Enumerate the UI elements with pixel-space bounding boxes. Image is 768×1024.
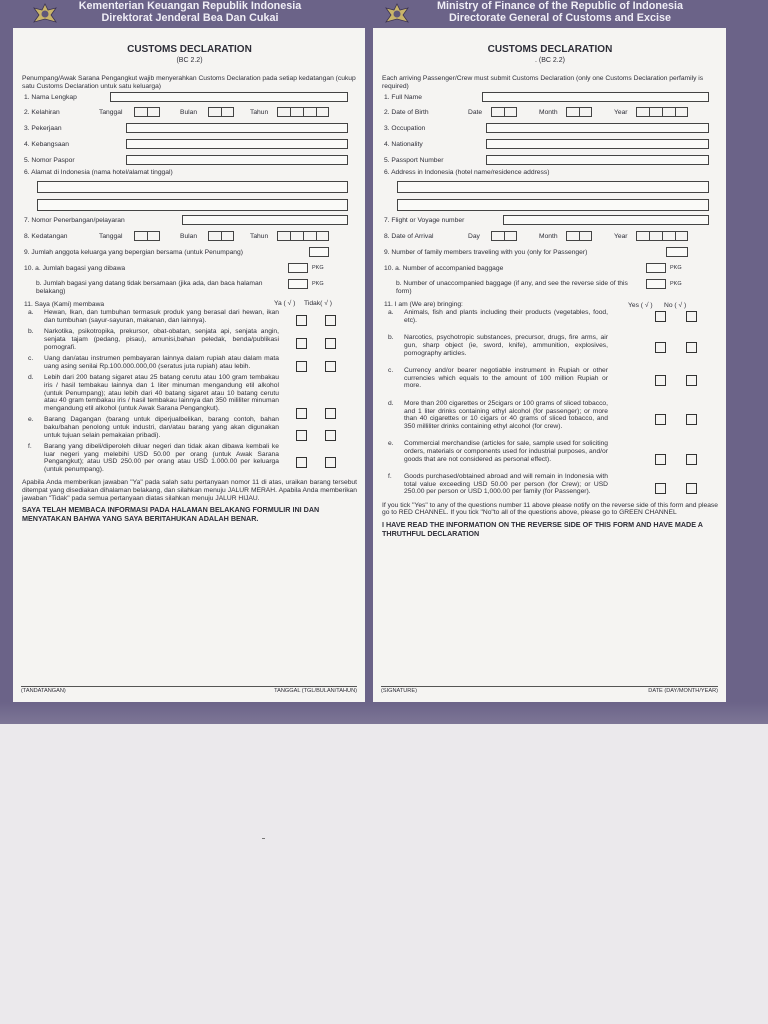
header-line: Directorate General of Customs and Excise: [448, 11, 671, 24]
q11-label: 11. Saya (Kami) membawa: [24, 301, 105, 309]
q11-item: [382, 473, 718, 496]
item-letter: c.: [28, 355, 34, 363]
yes-column-label: Yes ( √ ): [628, 302, 653, 310]
yes-checkbox[interactable]: [655, 342, 666, 353]
q11-item: [382, 367, 718, 390]
pkg-label: PKG: [312, 265, 324, 272]
field-label: 9. Jumlah anggota keluarga yang bepergian bersama (untuk Penumpang): [24, 249, 243, 257]
q11-item: [22, 355, 357, 370]
declaration-statement: SAYA TELAH MEMBACA INFORMASI PADA HALAMAN BELAKANG FORMULIR INI DAN MENYATAKAN BAHWA YANG SAYA BERITAHUKAN ADALAH BENAR.: [22, 505, 320, 523]
field-row: [382, 137, 718, 153]
accompanied-baggage-input[interactable]: [288, 263, 308, 273]
item-letter: a.: [28, 309, 34, 317]
field-label: 4. Nationality: [384, 141, 423, 149]
field-label: 1. Nama Lengkap: [24, 94, 77, 102]
occupation-input[interactable]: [486, 123, 709, 133]
field-label: 6. Alamat di Indonesia (nama hotel/alamat tinggal): [24, 169, 173, 177]
signature-label: (SIGNATURE): [381, 688, 417, 695]
form-intro: Each arriving Passenger/Crew must submit Customs Declaration (only one Customs Declaration perfamily is required): [382, 75, 704, 90]
item-text: Commercial merchandise (articles for sale, sample used for soliciting orders, materials or components used for industrial purposes, and/or goods that are not considered as personal effect).: [404, 440, 608, 463]
channel-note: If you tick "Yes" to any of the questions number 11 above please notify on the reverse side of this form and please go to RED CHANNEL. If you tick "No"to all of the questions above, please go to GREEN CHANNEL: [382, 501, 718, 517]
signature-line: [21, 686, 357, 696]
field-row: [22, 213, 357, 229]
day-label: Tanggal: [99, 233, 123, 241]
unaccompanied-baggage-input[interactable]: [646, 279, 666, 289]
field-label: 7. Flight or Voyage number: [384, 217, 465, 225]
field-label: 5. Passport Number: [384, 157, 444, 165]
no-column-label: Tidak( √ ): [304, 300, 332, 308]
year-label: Year: [614, 109, 628, 117]
q11-item: [382, 309, 718, 324]
field-label: 3. Pekerjaan: [24, 125, 62, 133]
field-label: 8. Date of Arrival: [384, 233, 434, 241]
q11-item: [382, 400, 718, 430]
field-row: [22, 195, 357, 213]
header-english: [410, 1, 710, 24]
yes-checkbox[interactable]: [655, 375, 666, 386]
yes-checkbox[interactable]: [655, 414, 666, 425]
passport-input[interactable]: [486, 155, 709, 165]
month-label: Bulan: [180, 109, 198, 117]
customs-emblem-icon: [384, 2, 410, 26]
month-label: Month: [539, 109, 558, 117]
no-checkbox[interactable]: [686, 375, 697, 386]
arrival-year-input[interactable]: [636, 231, 688, 241]
field-label: 9. Number of family members traveling with you (only for Passenger): [384, 249, 588, 257]
flight-number-input[interactable]: [182, 215, 348, 225]
day-label: Tanggal: [99, 109, 123, 117]
birth-day-input[interactable]: [491, 107, 517, 117]
no-checkbox[interactable]: [325, 430, 336, 441]
no-checkbox[interactable]: [325, 315, 336, 326]
arrival-day-input[interactable]: [491, 231, 517, 241]
no-checkbox[interactable]: [325, 457, 336, 468]
yes-column-label: Ya ( √ ): [274, 300, 296, 308]
item-letter: b.: [28, 328, 34, 336]
item-text: Currency and/or bearer negotiable instrument in Rupiah or other currencies which equals to the amount of 100 million Rupiah or more.: [404, 367, 608, 390]
field-row: [22, 105, 357, 121]
field-row: [382, 179, 718, 195]
field-row: [382, 195, 718, 213]
nationality-input[interactable]: [486, 139, 709, 149]
header-line: Direktorat Jenderal Bea Dan Cukai: [101, 11, 279, 24]
item-text: Barang Dagangan (barang untuk diperjualbelikan, barang contoh, bahan baku/bahan penolong untuk industri, dan/atau barang yang akan digunakan untuk tujuan selain pemakaian pribadi).: [44, 416, 279, 439]
header-indonesian: [40, 1, 340, 24]
family-count-input[interactable]: [666, 247, 688, 257]
pkg-label: PKG: [670, 265, 682, 272]
form-title: CUSTOMS DECLARATION: [127, 44, 252, 55]
field-label: b. Number of unaccompanied baggage (if any, and see the reverse side of this form): [396, 280, 628, 295]
q11-item: [22, 309, 357, 324]
form-title: CUSTOMS DECLARATION: [487, 44, 613, 55]
form-intro: Penumpang/Awak Sarana Pengangkut wajib menyerahkan Customs Declaration pada setiap kedatangan (cukup satu Customs Declaration untuk satu keluarga): [22, 75, 356, 90]
q11-item: [382, 440, 718, 463]
birth-year-input[interactable]: [636, 107, 688, 117]
item-text: Animals, fish and plants including their products (vegetables, food, etc).: [404, 309, 608, 324]
no-checkbox[interactable]: [686, 414, 697, 425]
no-checkbox[interactable]: [686, 454, 697, 465]
day-label: Date: [468, 109, 483, 117]
yes-checkbox[interactable]: [296, 430, 307, 441]
field-row: [22, 179, 357, 195]
field-label: 10. a. Jumlah bagasi yang dibawa: [24, 265, 126, 273]
yes-checkbox[interactable]: [296, 338, 307, 349]
item-letter: a.: [388, 309, 394, 317]
year-label: Tahun: [250, 109, 269, 117]
date-label: DATE (DAY/MONTH/YEAR): [648, 688, 718, 695]
pkg-label: PKG: [670, 281, 682, 288]
field-row: [22, 121, 357, 137]
family-count-input[interactable]: [309, 247, 329, 257]
item-letter: d.: [388, 399, 394, 407]
item-text: Narcotics, psychotropic substances, precursor, drugs, fire arms, air gun, sharp object (ie, sword, knife), ammunition, explosives, pornography articles.: [404, 334, 608, 357]
item-letter: b.: [388, 334, 394, 342]
declaration-form-indonesian: [13, 28, 365, 702]
address-input-line-1[interactable]: [37, 181, 348, 193]
field-row: [382, 105, 718, 121]
field-label: 7. Nomor Penerbangan/pelayaran: [24, 217, 125, 225]
field-label: 8. Kedatangan: [24, 233, 68, 241]
item-letter: f.: [28, 443, 32, 451]
field-label: 2. Kelahiran: [24, 109, 60, 117]
birth-day-input[interactable]: [134, 107, 160, 117]
item-text: Goods purchased/obtained abroad and will remain in Indonesia with total value exceeding USD 50.00 per person (for Crew); or USD 250.00 per person or USD 1,000.00 per family (for Passenger).: [404, 473, 608, 496]
q11-item: [22, 374, 357, 412]
field-label: b. Jumlah bagasi yang datang tidak bersamaan (jika ada, dan baca halaman belakang): [36, 280, 263, 295]
field-label: 5. Nomor Paspor: [24, 157, 75, 165]
item-text: Barang yang dibeli/diperoleh diluar negeri dan tidak akan dibawa kembali ke luar negeri yang melebihi USD 50.00 per orang (untuk Awak Sarana Pengangkut); atau USD 250.00 per orang atau USD 1.000.00 per keluarga (untuk penumpang).: [44, 443, 279, 473]
header-line: Ministry of Finance of the Republic of Indonesia: [437, 0, 683, 12]
channel-note: Apabila Anda memberikan jawaban "Ya" pada salah satu pertanyaan nomor 11 di atas, uraikan barang tersebut ditempat yang disediakan dihalaman belakang, dan silahkan menuju JALUR MERAH. Apabila Anda memberikan jawaban "Tidak" pada semua pertanyaan diatas silahkan menuju JALUR HIJAU.: [22, 479, 357, 502]
header-line: Kementerian Keuangan Republik Indonesia: [78, 0, 302, 12]
item-letter: e.: [388, 440, 394, 448]
unaccompanied-baggage-input[interactable]: [288, 279, 308, 289]
field-row: [382, 277, 718, 299]
birth-month-input[interactable]: [566, 107, 592, 117]
yes-checkbox[interactable]: [296, 315, 307, 326]
full-name-input[interactable]: [482, 92, 709, 102]
month-label: Bulan: [180, 233, 198, 241]
arrival-month-input[interactable]: [208, 231, 234, 241]
item-letter: d.: [28, 374, 34, 382]
address-input-line-2[interactable]: [37, 199, 348, 211]
q11-header: [22, 299, 357, 309]
pkg-label: PKG: [312, 281, 324, 288]
item-text: More than 200 cigarettes or 25cigars or 100 grams of sliced tobacco, and 1 liter drinks containing ethyl alcohol (for passenger); or more than 40 cigarettes or 10 cigars or 40 grams of sliced tobacco, and 350 milliliter drinks containing ethyl alcohol (for crew).: [404, 399, 608, 430]
q11-item: [22, 328, 357, 351]
yes-checkbox[interactable]: [296, 361, 307, 372]
field-row: [22, 90, 357, 105]
field-row: [22, 245, 357, 261]
item-letter: e.: [28, 416, 34, 424]
birth-year-input[interactable]: [277, 107, 329, 117]
item-text: Lebih dari 200 batang sigaret atau 25 batang cerutu atau 100 gram tembakau iris / hasil tembakau lainnya dan 1 liter minuman mengandung etil alkohol (untuk Penumpang); atau lebih dari 40 batang sigaret atau 10 batang cerutu atau 40 gram tembakau iris / hasil tembakau lainnya dan 350 mililiter minuman mengandung etil alkohol (untuk Awak Sarana Pengangkut).: [44, 374, 279, 412]
q11-item: [382, 334, 718, 357]
arrival-day-input[interactable]: [134, 231, 160, 241]
field-row: [382, 245, 718, 261]
field-row: [382, 229, 718, 245]
field-row: [22, 277, 357, 299]
field-label: 4. Kebangsaan: [24, 141, 69, 149]
field-row: [22, 153, 357, 167]
item-letter: c.: [388, 367, 394, 375]
field-row: [382, 167, 718, 179]
nationality-input[interactable]: [126, 139, 348, 149]
item-text: Narkotika, psikotropika, prekursor, obat-obatan, senjata api, senjata angin, senjata tajam (pedang, pisau), amunisi,bahan peledak, benda/publikasi pornografi.: [44, 328, 279, 351]
arrival-month-input[interactable]: [566, 231, 592, 241]
field-row: [382, 153, 718, 167]
field-row: [22, 229, 357, 245]
occupation-input[interactable]: [126, 123, 348, 133]
no-checkbox[interactable]: [325, 338, 336, 349]
q11-label: 11. I am (We are) bringing:: [384, 301, 463, 309]
field-row: [382, 90, 718, 105]
no-checkbox[interactable]: [686, 483, 697, 494]
no-column-label: No ( √ ): [664, 302, 687, 310]
day-label: Day: [468, 233, 480, 241]
year-label: Tahun: [250, 233, 269, 241]
no-checkbox[interactable]: [325, 361, 336, 372]
signature-line: [381, 686, 718, 696]
full-name-input[interactable]: [110, 92, 348, 102]
form-code: (BC 2.2): [176, 57, 203, 64]
field-row: [22, 167, 357, 179]
field-row: [22, 137, 357, 153]
field-row: [22, 261, 357, 277]
q11-header: [382, 299, 718, 309]
address-input-line-1[interactable]: [397, 181, 709, 193]
field-row: [382, 213, 718, 229]
item-letter: f.: [388, 473, 392, 481]
declaration-form-english: [373, 28, 726, 702]
no-checkbox[interactable]: [686, 311, 697, 322]
month-label: Month: [539, 233, 558, 241]
year-label: Year: [614, 233, 628, 241]
field-row: [382, 261, 718, 277]
field-label: 2. Date of Birth: [384, 109, 429, 117]
field-row: [382, 121, 718, 137]
yes-checkbox[interactable]: [655, 311, 666, 322]
passport-input[interactable]: [126, 155, 348, 165]
item-text: Uang dan/atau instrumen pembayaran lainnya dalam rupiah atau dalam mata uang asing senilai Rp.100.000.000,00 (seratus juta rupiah) atau lebih.: [44, 355, 279, 370]
flight-number-input[interactable]: [503, 215, 709, 225]
address-input-line-2[interactable]: [397, 199, 709, 211]
birth-month-input[interactable]: [208, 107, 234, 117]
field-label: 1. Full Name: [384, 94, 422, 102]
yes-checkbox[interactable]: [655, 483, 666, 494]
q11-item: [22, 443, 357, 473]
signature-label: (TANDATANGAN): [21, 688, 66, 695]
field-label: 6. Address in Indonesia (hotel name/residence address): [384, 169, 550, 177]
accompanied-baggage-input[interactable]: [646, 263, 666, 273]
arrival-year-input[interactable]: [277, 231, 329, 241]
item-text: Hewan, Ikan, dan tumbuhan termasuk produk yang berasal dari hewan, ikan dan tumbuhan (sayur-sayuran, makanan, dan lainnya).: [44, 309, 279, 324]
yes-checkbox[interactable]: [655, 454, 666, 465]
declaration-statement: I HAVE READ THE INFORMATION ON THE REVERSE SIDE OF THIS FORM AND HAVE MADE A THRUTHFUL DECLARATION: [382, 520, 703, 538]
q11-item: [22, 416, 357, 439]
form-code: . (BC 2.2): [535, 57, 565, 64]
no-checkbox[interactable]: [686, 342, 697, 353]
field-label: 3. Occupation: [384, 125, 426, 133]
scan-speck: [262, 838, 265, 839]
yes-checkbox[interactable]: [296, 457, 307, 468]
date-label: TANGGAL (TGL/BULAN/TAHUN): [274, 688, 357, 695]
field-label: 10. a. Number of accompanied baggage: [384, 265, 504, 273]
